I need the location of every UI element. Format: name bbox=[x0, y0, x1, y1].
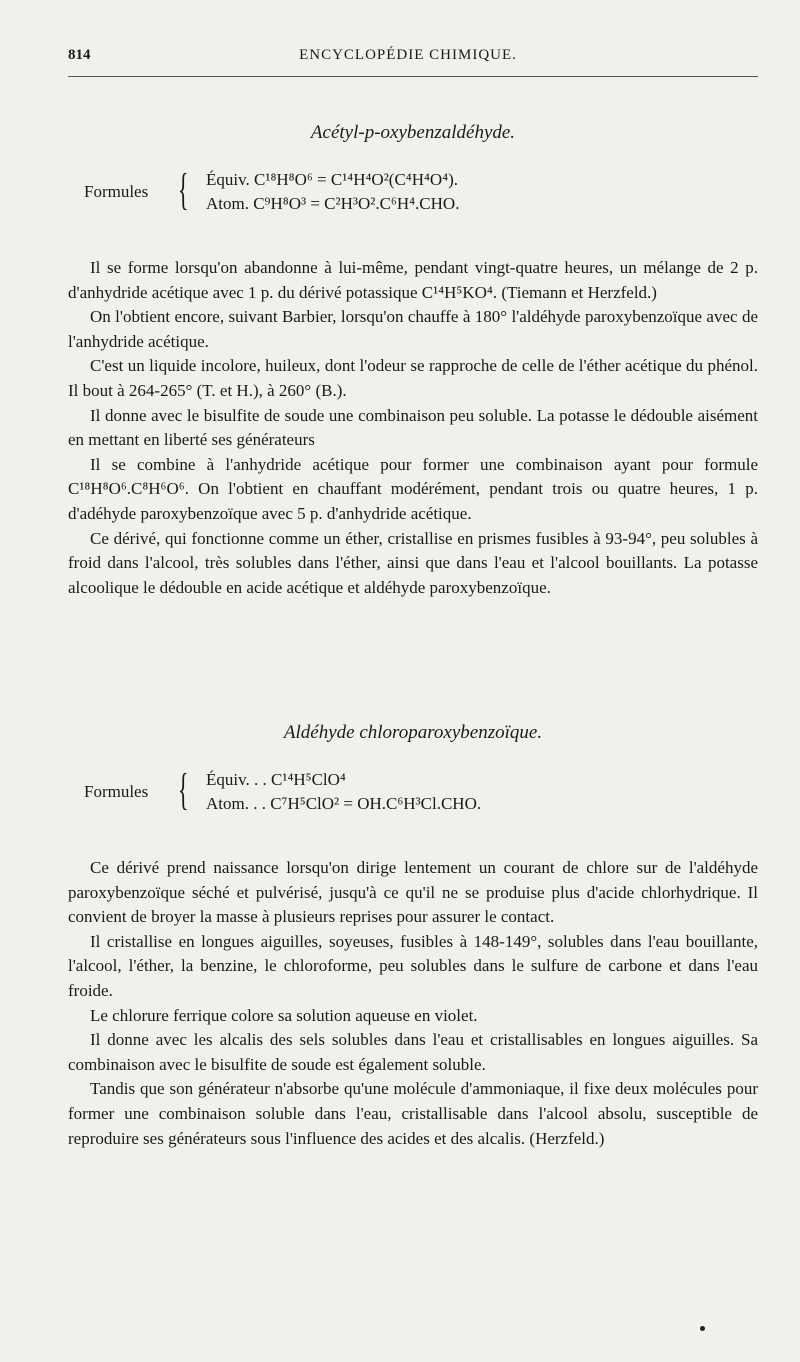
running-title: ENCYCLOPÉDIE CHIMIQUE. bbox=[299, 47, 517, 63]
paragraph: Le chlorure ferrique colore sa solution aqueuse en violet. bbox=[90, 1005, 478, 1025]
paragraph: Ce dérivé prend naissance lorsqu'on dirige lentement un courant de chlore sur de l'aldéhyde paroxybenzoïque séché et pulvérisé, jusqu'à ce qu'il ne se produise plus d'acide chlorhydrique. Il convient de broyer la masse à plusieurs reprises pour assurer le contact. bbox=[68, 858, 758, 927]
paragraph: Il se forme lorsqu'on abandonne à lui-même, pendant vingt-quatre heures, un mélange de 2 p. d'anhydride acétique avec 1 p. du dérivé potassique C¹⁴H⁵KO⁴. (Tiemann et Herzfeld.) bbox=[68, 258, 758, 302]
paragraph: Il cristallise en longues aiguilles, soyeuses, fusibles à 148-149°, solubles dans l'eau bouillante, l'alcool, l'éther, la benzine, le chloroforme, peu solubles dans le sulfure de carbone et dans l'eau froide. bbox=[68, 931, 758, 1000]
body-text-chloro bbox=[68, 856, 758, 1151]
paragraph: Il se combine à l'anhydride acétique pour former une combinaison ayant pour formule C¹⁸H⁸O⁶.C⁸H⁶O⁶. On l'obtient en chauffant modérément, pendant trois ou quatre heures, 1 p. d'adéhyde paroxybenzoïque avec 5 p. d'anhydride acétique. bbox=[68, 454, 758, 523]
formula-atom: Atom. . . C⁷H⁵ClO² = OH.C⁶H³Cl.CHO. bbox=[206, 794, 482, 813]
brace-icon: { bbox=[178, 765, 189, 814]
formula-equiv: Équiv. . . C¹⁴H⁵ClO⁴ bbox=[206, 770, 346, 789]
formulas-label: Formules bbox=[84, 182, 149, 201]
page-number: 814 bbox=[68, 47, 91, 63]
formula-block-chloro bbox=[84, 765, 744, 816]
formula-atom: Atom. C⁹H⁸O³ = C²H³O².C⁶H⁴.CHO. bbox=[206, 194, 460, 213]
paragraph: Tandis que son générateur n'absorbe qu'une molécule d'ammoniaque, il fixe deux molécules pour former une combinaison soluble dans l'eau, cristallisable dans l'alcool absolu, susceptible de reproduire ses générateurs sous l'influence des acides et des alcalis. (Herzfeld.) bbox=[68, 1079, 758, 1148]
header-rule bbox=[68, 76, 758, 77]
section-title-acetyl: Acétyl-p-oxybenzaldéhyde. bbox=[310, 122, 516, 143]
body-text-acetyl bbox=[68, 256, 758, 600]
page-header bbox=[68, 47, 748, 71]
paragraph: Il donne avec le bisulfite de soude une combinaison peu soluble. La potasse le dédouble aisément en mettant en liberté ses générateurs bbox=[68, 405, 758, 450]
section-title-chloro: Aldéhyde chloroparoxybenzoïque. bbox=[283, 722, 543, 743]
paragraph: On l'obtient encore, suivant Barbier, lorsqu'on chauffe à 180° l'aldéhyde paroxybenzoïque avec de l'anhydride acétique. bbox=[68, 307, 758, 351]
paragraph: Ce dérivé, qui fonctionne comme un éther, cristallise en prismes fusibles à 93-94°, peu solubles à froid dans l'alcool, très solubles dans l'éther, ainsi que dans l'eau et l'alcool bouillants. La potasse alcoolique le dédouble en acide acétique et aldéhyde paroxybenzoïque. bbox=[68, 528, 758, 597]
ink-dot bbox=[700, 1326, 705, 1331]
formula-equiv: Équiv. C¹⁸H⁸O⁶ = C¹⁴H⁴O²(C⁴H⁴O⁴). bbox=[206, 170, 459, 189]
paragraph: Il donne avec les alcalis des sels solubles dans l'eau et cristallisables en longues aiguilles. Sa combinaison avec le bisulfite de soude est également soluble. bbox=[68, 1030, 758, 1074]
formula-block-acetyl bbox=[84, 165, 744, 216]
formulas-label: Formules bbox=[84, 782, 149, 801]
brace-icon: { bbox=[178, 165, 189, 214]
paragraph: C'est un liquide incolore, huileux, dont l'odeur se rapproche de celle de l'éther acétique du phénol. Il bout à 264-265° (T. et H.), à 260° (B.). bbox=[68, 356, 758, 400]
